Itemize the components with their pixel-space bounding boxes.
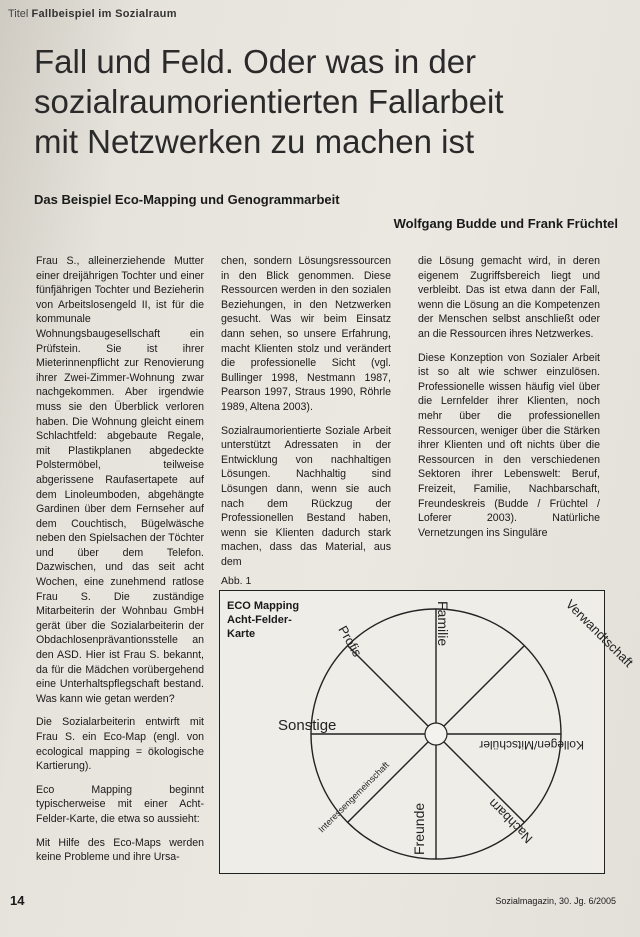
eco-map-diagram [220, 591, 637, 873]
title-line: sozialraumorientierten Fallarbeit [34, 83, 504, 120]
sector-label-interessengemeinschaft: Interessengemeinschaft [316, 759, 391, 835]
eco-map-figure [219, 590, 637, 874]
figure-title-line: ECO Mapping [227, 600, 300, 612]
sector-label-nachbarn: Nachbarn [485, 795, 536, 847]
text-column-2 [221, 254, 391, 578]
article-title [34, 42, 594, 162]
paragraph: Eco Mapping beginnt typischerweise mit einer Acht-Felder-Karte, die etwa so aussieht: [36, 783, 204, 825]
divider-line [444, 742, 524, 822]
paragraph: Frau S., alleinerziehende Mutter einer dreijährigen Tochter und einer fünfjährigen Tochter und Bezieherin von Arbeitslosengeld II, ist für die kommunale Wohnungsbaugesellschaft ein Prüfstein. Sie ist ihrer Mieterinnenpflicht zur Renovierung ihrer Zwei-Zimmer-Wohnung zwar nachgekommen. Aber irgendwie muss sie den Überblick verloren haben. Die Wohnung gleicht einem Schlachtfeld: abgebaute Regale, mit Plastikplanen abgedeckte Polstermöbel, teilweise abgerissene Raufasertapete auf dem Linoleumboden, abgehängte Gardinen über dem Fernseher auf dem Couchtisch, Bügelwäsche neben den Spielsachen der Töchter und über dem Telefon. Dazwischen, und das seit acht Wochen, eine zunehmend ratlose Frau S. Die zuständige Mitarbeiterin der Wohnbau GmbH gerät über die Sozialarbeiterin der Obdachlosenprävantionsstelle an den ASD. Hier ist Frau S. bekannt, da für die Mädchen vorübergehend eine Unterhaltspflegschaft bestand. Was kann wie getan werden? [36, 255, 204, 705]
sector-label-freunde: Freunde [411, 802, 427, 855]
article-authors: Wolfgang Budde und Frank Früchtel [393, 216, 618, 231]
article-subtitle: Das Beispiel Eco-Mapping und Genogrammarbeit [34, 192, 340, 207]
title-line: mit Netzwerken zu machen ist [34, 123, 475, 160]
text-column-1 [36, 254, 204, 874]
section-title: Fallbeispiel im Sozialraum [31, 8, 177, 20]
paragraph: Mit Hilfe des Eco-Maps werden keine Probleme und ihre Ursa- [36, 836, 204, 864]
sector-label-profis: Profis [335, 623, 366, 660]
figure-label: Abb. 1 [221, 575, 252, 587]
paragraph: Sozialraumorientierte Soziale Arbeit unterstützt Adressaten in der Entwicklung von nachhaltigen Lösungen. Nachhaltig sind Lösungen dann, wenn sie auch nach dem Rückzug der Professionellen Bestand haben, wenn sie Klienten dadurch stark machen, dass das Material, aus dem [221, 424, 391, 568]
page-number: 14 [10, 893, 25, 908]
paragraph: Diese Konzeption von Sozialer Arbeit ist so alt wie schwer einzulösen. Professionelle wissen häufig viel über die Lernfelder ihrer Klienten, noch mehr über die professionellen Ressourcen, weniger über die Stärken ihrer Klienten und oft nichts über die Ressourcen in den verschiedenen Sektoren ihrer Lebenswelt: Beruf, Freizeit, Familie, Nachbarschaft, Freundeskreis (Budde / Früchtel / Loferer 2003). Natürliche Vernetzungen ins Singuläre [418, 351, 600, 539]
sector-label-kollegen: Kollegen/Mitschüler [479, 738, 584, 752]
paragraph: chen, sondern Lösungsressourcen in den Blick genommen. Diese Ressourcen werden in den sozialen Beziehungen, in den Netzwerken gesucht. Was wir beim Einsatz dann sehen, so unsere Erfahrung, macht Klienten stolz und verändert die professionelle Sicht (vgl. Bullinger 1998, Nestmann 1987, Pearson 1997, Straus 1990, Röhrle 1989, Altena 2003). [221, 255, 391, 413]
section-prefix: Titel [8, 8, 29, 20]
divider-line [444, 646, 524, 726]
sector-label-sonstige: Sonstige [278, 717, 337, 734]
figure-title-line: Acht-Felder- [227, 614, 292, 626]
divider-line [348, 646, 428, 726]
center-circle [425, 723, 447, 745]
figure-title-line: Karte [227, 628, 256, 640]
paragraph: Die Sozialarbeiterin entwirft mit Frau S. ein Eco-Map (engl. von ecological mapping = ökologische Kartierung). [36, 716, 204, 773]
sector-label-familie: Familie [435, 601, 451, 647]
text-column-3 [418, 254, 600, 549]
journal-citation: Sozialmagazin, 30. Jg. 6/2005 [495, 896, 616, 906]
section-header [8, 8, 177, 20]
sector-label-verwandtschaft: Verwandtschaft [562, 596, 637, 670]
title-line: Fall und Feld. Oder was in der [34, 43, 477, 80]
paragraph: die Lösung gemacht wird, in deren eigenem Zugriffsbereich liegt und verbleibt. Das ist etwa dann der Fall, wenn die Lösung an die Kompetenzen der Menschen selbst anschließt oder an die Ressourcen ihres Netzwerkes. [418, 255, 600, 340]
